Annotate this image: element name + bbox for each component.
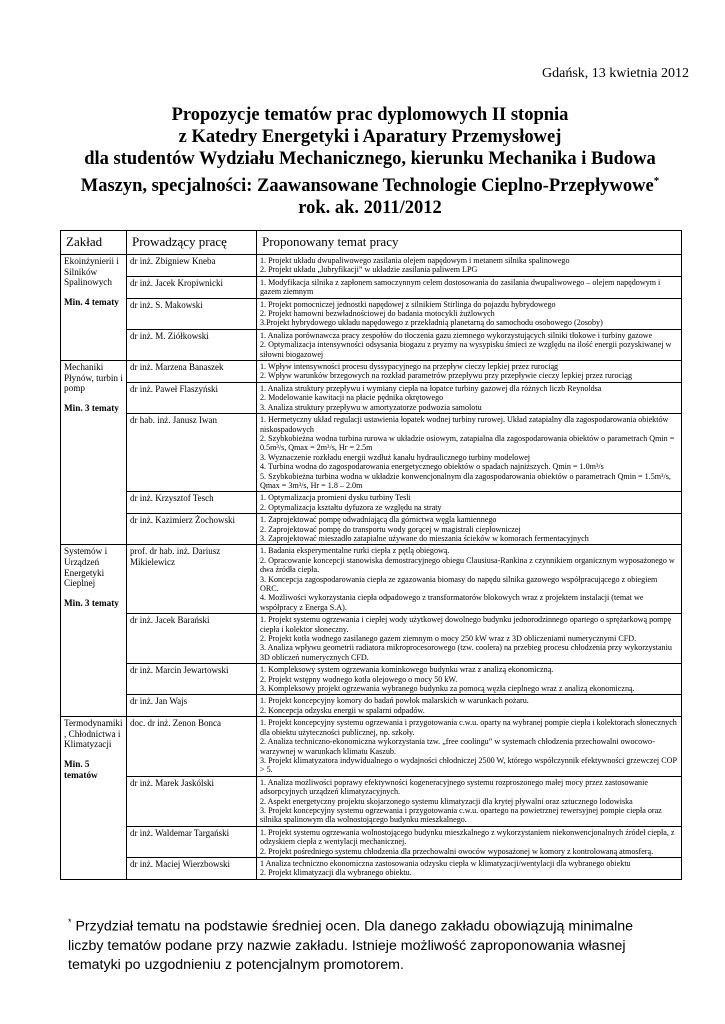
topic-item: 1. Projekt koncepcyjny komory do badań powłok malarskich w warunkach pożaru. bbox=[260, 696, 529, 706]
topic-cell bbox=[257, 614, 682, 664]
table-row bbox=[61, 276, 682, 298]
title-line-4-text: Maszyn, specjalności: Zaawansowane Technologie Cieplno-Przepływowe bbox=[80, 176, 654, 197]
title-line-4 bbox=[50, 170, 690, 197]
topic-item: 1. Analiza możliwości poprawy efektywności kogeneracyjnego systemu rozproszonego małej mocy przez zastosowanie adsorpcyjnych urządzeń klimatyzacyjnych. bbox=[260, 777, 648, 797]
table-body bbox=[61, 255, 682, 880]
promoter-name: dr inż. Marek Jaskólski bbox=[127, 776, 257, 826]
topic-cell bbox=[257, 717, 682, 776]
topic-cell bbox=[257, 545, 682, 614]
department-cell bbox=[61, 255, 127, 361]
topic-item: 4. Turbina wodna do zagospodarowania energetycznego obiektów o spadach najniższych. Qmin = 1.0m³/s bbox=[260, 462, 604, 472]
header-promoter: Prowadzący pracę bbox=[127, 231, 257, 255]
department-name: Systemów i Urządzeń Energetyki Cieplnej bbox=[64, 546, 108, 589]
department-min-topics: Min. 3 tematy bbox=[64, 402, 119, 413]
topic-item: 4. Możliwości wykorzystania ciepła odpadowego z transformatorów blokowych wraz z projektem instalacji (temat we współpracy z Energa S.A). bbox=[260, 593, 644, 612]
topic-item: 3. Analiza struktury przepływu w amortyzatorze podwozia samolotu bbox=[260, 402, 482, 412]
table-row bbox=[61, 329, 682, 360]
topic-item: 5. Szybkobieżna turbina wodna w układzie konwencjonalnym dla zagospodarowania obiektów o parametrach Qmin = 1.5m³/s, Qmax = 3m³/s, Hr = 1.8 – 2.0m bbox=[260, 471, 671, 490]
topic-item: 3. Kompleksowy projekt ogrzewania wybranego budynku za pomocą węzła cieplnego wraz z analizą ekonomiczną. bbox=[260, 684, 635, 694]
table-row bbox=[61, 514, 682, 545]
promoter-name: dr inż. Jacek Kropiwnicki bbox=[127, 276, 257, 298]
header-department: Zakład bbox=[61, 231, 127, 255]
header-topic: Proponowany temat pracy bbox=[257, 231, 682, 255]
table-row bbox=[61, 776, 682, 826]
topic-item: 1. Badania eksperymentalne rurki ciepła z pętlą obiegową. bbox=[260, 546, 450, 556]
promoter-name: dr inż. Marcin Jewartowski bbox=[127, 664, 257, 695]
promoter-name: doc. dr inż. Zenon Bonca bbox=[127, 717, 257, 776]
topic-item: 3. Analiza wpływu geometrii radiatora mikroprocesorowego (tzw. coolera) na przebieg procesu chłodzenia przy wykorzystaniu 3D obliczeń numerycznych CFD. bbox=[260, 643, 672, 662]
topic-item: 1. Projekt systemu ogrzewania i ciepłej wody użytkowej dowolnego budynku jednorodzinnego opartego o sprężarkową pompę ciepła i kolektor słoneczny. bbox=[260, 615, 672, 634]
department-min-topics: Min. 4 tematy bbox=[64, 296, 119, 307]
promoter-name: dr inż. Jacek Barański bbox=[127, 614, 257, 664]
topic-item: 1. Kompleksowy system ogrzewania kominkowego budynku wraz z analizą ekonomiczną. bbox=[260, 665, 554, 675]
promoter-name: dr inż. Jan Wajs bbox=[127, 695, 257, 717]
topic-cell bbox=[257, 329, 682, 360]
topic-item: 2. Opracowanie koncepcji stanowiska demostracyjnego obiegu Clausiusa-Rankina z czynnikiem organicznym wyposażonego w dwa źródła ciepła. bbox=[260, 555, 675, 575]
topic-item: 1. Projekt układu dwupaliwowego zasilania olejem napędowym i metanem silnika spalinowego bbox=[260, 256, 570, 265]
topic-cell bbox=[257, 255, 682, 277]
topic-item: 1. Zaprojektować pompę odwadniającą dla górnictwa węgla kamiennego bbox=[260, 515, 497, 525]
topic-item: 1. Modyfikacja silnika z zapłonem samoczynnym celem dostosowania do zasilania dwupaliwowego – olejem napędowym i gazem ziemnym bbox=[260, 277, 661, 297]
topic-item: 2. Projekt hamowni bezwładnościowej do badania motocykli żużlowych bbox=[260, 309, 495, 319]
promoter-name: dr inż. Maciej Wierzbowski bbox=[127, 857, 257, 879]
promoter-name: dr inż. S. Makowski bbox=[127, 298, 257, 329]
topic-item: 2. Modelowanie kawitacji na płacie pędnika okrętowego bbox=[260, 393, 444, 403]
topic-item: 3. Wyznaczenie rozkładu energii wzdłuż kanału hydraulicznego turbiny modelowej bbox=[260, 452, 531, 462]
topic-item: 1. Optymalizacja promieni dysku turbiny Tesli bbox=[260, 493, 411, 503]
topic-item: 2. Projekt kotła wodnego zasilanego gazem ziemnym o mocy 250 kW wraz z 3D obliczeniami numerycznymi CFD. bbox=[260, 634, 637, 644]
table-row bbox=[61, 361, 682, 383]
document-date: Gdańsk, 13 kwietnia 2012 bbox=[542, 66, 689, 81]
topic-item: 2. Koncepcja odzysku energii w spalarni odpadów. bbox=[260, 705, 425, 715]
topic-item: 1. Analiza porównawcza pracy zespołów do tłoczenia gazu ziemnego wykorzystujących silniki tłokowe i turbiny gazowe bbox=[260, 330, 653, 340]
topic-item: 2. Analiza techniczno-ekonomiczna wykorzystania tzw. „free coolingu” w systemach chłodzenia przechowalni owocowo-warzywnej w warunkach klimatu Kaszub. bbox=[260, 737, 655, 756]
promoter-name: dr inż. Zbigniew Kneba bbox=[127, 255, 257, 277]
topic-item: 2. Projekt pośredniego systemu chłodzenia dla przechowalni owoców wyposażonej w komory z kontrolowaną atmosferą. bbox=[260, 846, 654, 856]
topic-item: 1. Projekt systemu ogrzewania wolnostojącego budynku mieszkalnego z wykorzystaniem niekonwencjonalnych źródeł ciepła, z odzyskiem ciepła z wentylacji mechanicznej. bbox=[260, 827, 675, 847]
department-name: Ekoinżynierii i Silników Spalinowych bbox=[64, 256, 119, 288]
topic-cell bbox=[257, 382, 682, 413]
topic-item: 2. Aspekt energetyczny projektu skojarzonego systemu klimatyzacji dla krytej pływalni oraz sztucznego lodowiska bbox=[260, 796, 633, 806]
promoter-name: dr inż. Paweł Flaszyński bbox=[127, 382, 257, 413]
table-row bbox=[61, 857, 682, 879]
topic-item: 2. Projekt klimatyzacji dla wybranego obiektu. bbox=[260, 868, 412, 878]
promoter-name: dr inż. M. Ziółkowski bbox=[127, 329, 257, 360]
title-line-3: dla studentów Wydziału Mechanicznego, kierunku Mechanika i Budowa bbox=[84, 149, 656, 169]
title-footnote-mark: * bbox=[653, 175, 660, 187]
department-min-topics: Min. 3 tematy bbox=[64, 597, 119, 608]
department-name: Mechaniki Płynów, turbin i pomp bbox=[64, 362, 123, 394]
title-line-2: z Katedry Energetyki i Aparatury Przemysłowej bbox=[178, 127, 562, 147]
topic-item: 1. Wpływ intensywności procesu dyssypacyjnego na przepływ cieczy lepkiej przez rurociąg bbox=[260, 362, 559, 372]
table-row bbox=[61, 492, 682, 514]
table-row bbox=[61, 414, 682, 492]
table-row bbox=[61, 298, 682, 329]
topic-cell bbox=[257, 664, 682, 695]
table-row bbox=[61, 717, 682, 776]
promoter-name: prof. dr hab. inż. Dariusz Mikielewicz bbox=[127, 545, 257, 614]
topic-cell bbox=[257, 492, 682, 514]
topic-cell bbox=[257, 298, 682, 329]
document-title bbox=[50, 104, 690, 219]
footnote-mark: * bbox=[68, 917, 72, 927]
topic-cell bbox=[257, 826, 682, 857]
title-line-1: Propozycje tematów prac dyplomowych II stopnia bbox=[171, 105, 569, 125]
topic-item: 2. Szybkobieżna wodna turbina rurowa w układzie osiowym, zatapialna dla zagospodarowania obiektów o parametrach Qmin = 0.5m³/s, Qmax = 2m³/s, Hr = 2.5m bbox=[260, 433, 675, 453]
topic-item: 3. Projekt koncepcyjny systemu ogrzewania i przygotowania c.w.u. opartego na powietrznej rewersyjnej pompie ciepła oraz silnika spalinowym dla wolnostojącego budynku mieszkalnego. bbox=[260, 805, 662, 825]
department-cell bbox=[61, 361, 127, 545]
topic-item: 1. Hermetyczny układ regulacji ustawienia łopatek wodnej turbiny rurowej. Układ zatapialny dla zagospodarowania obiektów niskospadowych bbox=[260, 415, 669, 434]
department-min-topics: Min. 5 tematów bbox=[64, 759, 98, 780]
promoter-name: dr inż. Marzena Banaszek bbox=[127, 361, 257, 383]
topic-item: 1 Analiza techniczno ekonomiczna zastosowania odzysku ciepła w klimatyzacji/wentylacji dla wybranego obiektu bbox=[260, 858, 631, 868]
topics-table bbox=[60, 230, 682, 880]
title-line-5: rok. ak. 2011/2012 bbox=[298, 198, 442, 219]
topic-item: 2. Projekt układu „lubryfikacji” w układzie zasilania paliwem LPG bbox=[260, 265, 478, 275]
topic-item: 3. Koncepcja zagospodarowania ciepła ze zgazowania biomasy do napędu silnika gazowego współpracującego z obiegiem ORC. bbox=[260, 574, 658, 593]
promoter-name: dr hab. inż. Janusz Iwan bbox=[127, 414, 257, 492]
table-row bbox=[61, 695, 682, 717]
table-row bbox=[61, 826, 682, 857]
table-header-row bbox=[61, 231, 682, 255]
topic-item: 2. Wpływ warunków brzegowych na rozkład parametrów przepływu przy przepływie cieczy lepkiej przez rurociąg bbox=[260, 371, 633, 381]
topic-item: 2. Optymalizacja kształtu dyfuzora ze względu na straty bbox=[260, 502, 442, 512]
topic-cell bbox=[257, 276, 682, 298]
topic-item: 1. Analiza struktury przepływu i wymiany ciepła na łopatce turbiny gazowej dla różnych liczb Reynoldsa bbox=[260, 383, 602, 393]
topic-cell bbox=[257, 514, 682, 545]
topic-item: 1. Projekt pomocniczej jednostki napędowej z silnikiem Stirlinga do pojazdu hybrydowego bbox=[260, 299, 556, 309]
topic-item: 2. Zaprojektować pompę do transportu wody gorącej w magistrali ciepłowniczej bbox=[260, 524, 521, 534]
topic-item: 2. Optymalizacja intensywności odsysania biogazu z pryzmy na wysypisku śmieci ze względu na ilość energii pozyskiwanej w siłowni biogazowej bbox=[260, 340, 672, 359]
table-row bbox=[61, 255, 682, 277]
table-row bbox=[61, 664, 682, 695]
promoter-name: dr inż. Kazimierz Żochowski bbox=[127, 514, 257, 545]
footnote bbox=[68, 913, 668, 975]
table-row bbox=[61, 545, 682, 614]
topic-item: 2. Projekt wstępny wodnego kotła olejowego o mocy 50 kW. bbox=[260, 674, 458, 684]
topic-item: 3. Zaprojektować mieszadło zatapialne używane do mieszania ścieków w komorach fermentacyjnych bbox=[260, 533, 589, 543]
topic-item: 3.Projekt hybrydowego układu napędowego z przekładnią planetarną do samochodu osobowego (2osoby) bbox=[260, 318, 603, 328]
table-row bbox=[61, 614, 682, 664]
topic-cell bbox=[257, 695, 682, 717]
topic-cell bbox=[257, 414, 682, 492]
department-cell bbox=[61, 717, 127, 880]
table-row bbox=[61, 382, 682, 413]
department-cell bbox=[61, 545, 127, 717]
topic-cell bbox=[257, 361, 682, 383]
topic-cell bbox=[257, 857, 682, 879]
promoter-name: dr inż. Krzysztof Tesch bbox=[127, 492, 257, 514]
footnote-text: Przydział tematu na podstawie średniej ocen. Dla danego zakładu obowiązują minimalne liczby tematów podane przy nazwie zakładu. Istnieje możliwość zaproponowania własnej tematyki po uzgodnieniu z potencjalnym promotorem. bbox=[68, 918, 634, 973]
topic-item: 3. Projekt klimatyzatora indywidualnego o wydajności chłodniczej 2500 W, którego współczynnik efektywności grzewczej COP > 5. bbox=[260, 755, 677, 775]
department-name: Termodynamiki, Chłodnictwa i Klimatyzacji bbox=[64, 718, 123, 750]
topic-cell bbox=[257, 776, 682, 826]
promoter-name: dr inż. Waldemar Targański bbox=[127, 826, 257, 857]
topic-item: 1. Projekt koncepcyjny systemu ogrzewania i przygotowania c.w.u. oparty na wybranej pompie ciepła i kolektorach słonecznych dla obiektu użyteczności publicznej, np. szkoły. bbox=[260, 718, 677, 737]
